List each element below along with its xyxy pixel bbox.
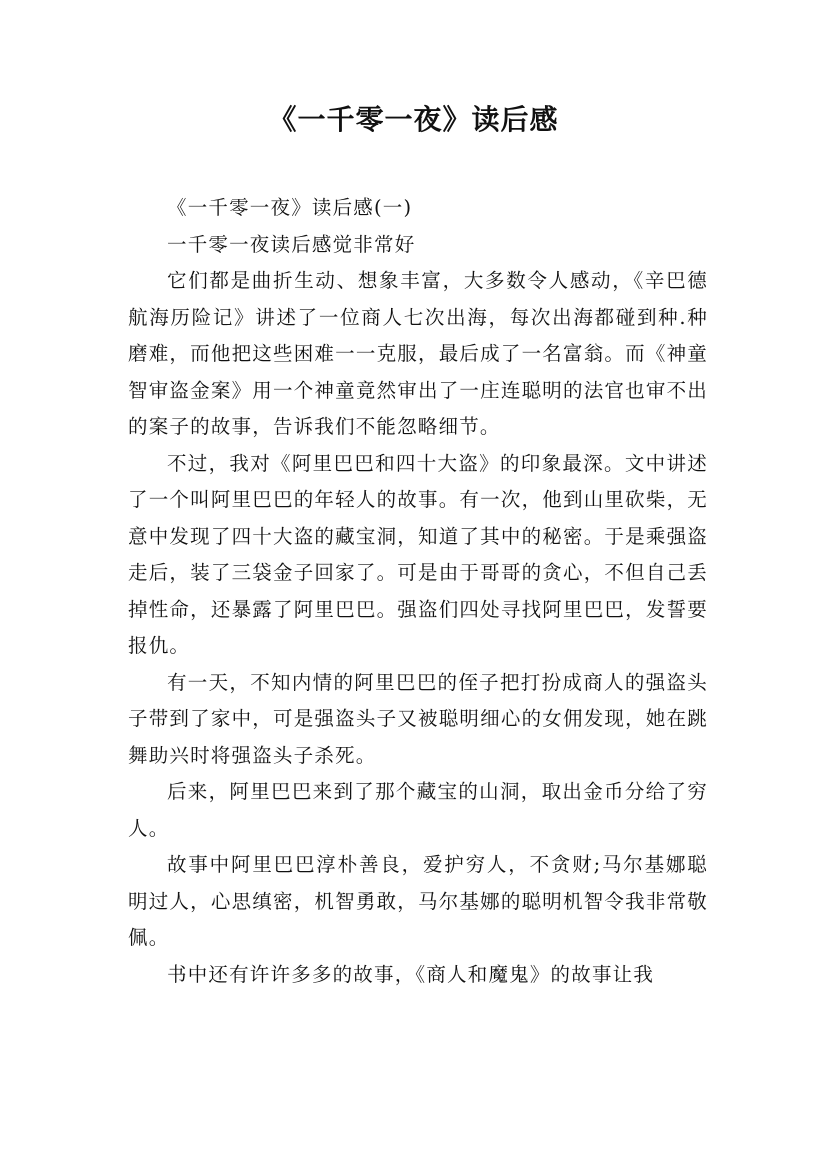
paragraph: 有一天，不知内情的阿里巴巴的侄子把打扮成商人的强盗头子带到了家中，可是强盗头子又被聪明细心的女佣发现，她在跳舞助兴时将强盗头子杀死。 [128,670,708,767]
paragraph-intro: 一千零一夜读后感觉非常好 [167,232,416,256]
paragraph: 它们都是曲折生动、想象丰富，大多数令人感动，《辛巴德航海历险记》讲述了一位商人七次出海，每次出海都碰到种.种磨难，而他把这些困难一一克服，最后成了一名富翁。而《神童智审盗金案》用一个神童竟然审出了一庄连聪明的法官也审不出的案子的故事，告诉我们不能忽略细节。 [128,269,708,438]
paragraph: 不过，我对《阿里巴巴和四十大盗》的印象最深。文中讲述了一个叫阿里巴巴的年轻人的故事。有一次，他到山里砍柴，无意中发现了四十大盗的藏宝洞，知道了其中的秘密。于是乘强盗走后，装了三袋金子回家了。可是由于哥哥的贪心，不但自己丢掉性命，还暴露了阿里巴巴。强盗们四处寻找阿里巴巴，发誓要报仇。 [128,451,708,657]
document-body [128,190,708,993]
paragraph-subtitle: 《一千零一夜》读后感(一) [167,196,413,219]
paragraph: 书中还有许许多多的故事，《商人和魔鬼》的故事让我 [167,962,655,986]
paragraph: 后来，阿里巴巴来到了那个藏宝的山洞，取出金币分给了穷人。 [128,780,708,840]
document-title: 《一千零一夜》读后感 [268,103,559,136]
paragraph: 故事中阿里巴巴淳朴善良，爱护穷人，不贪财;马尔基娜聪明过人，心思缜密，机智勇敢，马尔基娜的聪明机智令我非常敬佩。 [128,853,708,949]
